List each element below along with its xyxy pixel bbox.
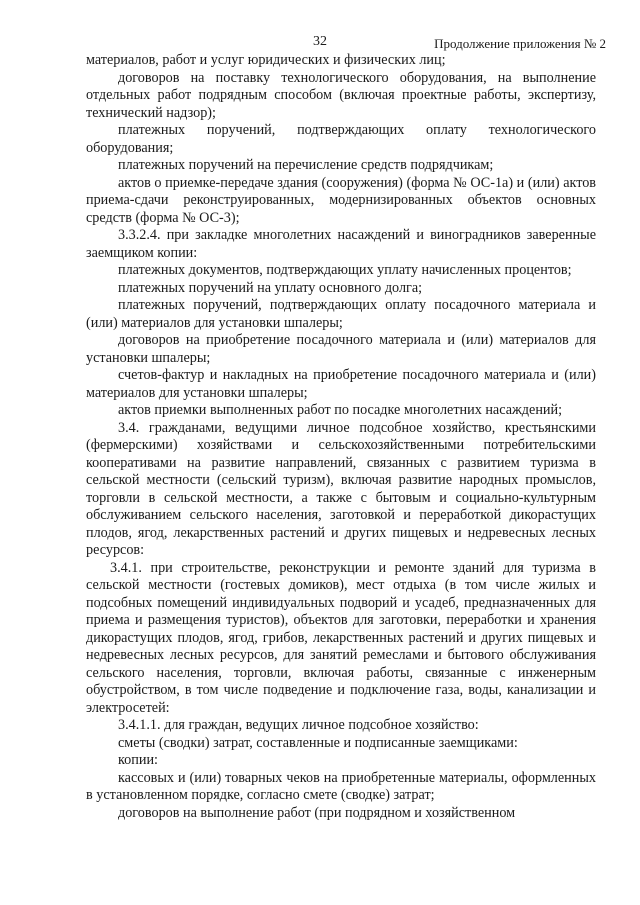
paragraph: 3.4. гражданами, ведущими личное подсобное хозяйство, крестьянскими (фермерскими) хозяйствами и сельскохозяйственными потребительскими кооперативами на развитие направлений, связанных с развитием туризма в сельской местности (сельский туризм), включая развитие народных промыслов, торговли в сельской местности, а также с бытовым и социально-культурным обслуживанием сельского населения, заготовкой и переработкой дикорастущих плодов, ягод, лекарственных растений и других пищевых и недревесных лесных ресурсов: (86, 419, 596, 558)
paragraph: счетов-фактур и накладных на приобретение посадочного материала и (или) материалов для установки шпалеры; (86, 367, 596, 401)
paragraph: кассовых и (или) товарных чеков на приобретенные материалы, оформленных в установленном порядке, согласно смете (сводке) затрат; (86, 769, 596, 803)
paragraph: сметы (сводки) затрат, составленные и подписанные заемщиками: (118, 734, 518, 751)
paragraph: платежных поручений на перечисление средств подрядчикам; (118, 157, 494, 173)
paragraph: 3.3.2.4. при закладке многолетних насаждений и виноградников заверенные заемщиком копии: (86, 227, 596, 261)
document-body (86, 52, 596, 822)
page-number: 32 (313, 34, 327, 49)
paragraph: платежных документов, подтверждающих уплату начисленных процентов; (118, 262, 572, 278)
paragraph: 3.4.1. при строительстве, реконструкции и ремонте зданий для туризма в сельской местности (гостевых домиков), мест отдыха (в том числе жилых и подсобных помещений индивидуальных подворий и усадеб, предназначенных для приема и размещения туристов), объектов для заготовки, переработки и хранения дикорастущих плодов, ягод, грибов, лекарственных растений и других пищевых и недревесных лесных ресурсов, для занятий ремеслами и бытового обслуживания сельского населения, торговли, включая работы, связанные с инженерным обустройством, в том числе подведение и подключение газа, воды, канализации и электросетей: (86, 559, 596, 716)
paragraph: договоров на выполнение работ (при подрядном и хозяйственном (118, 804, 516, 821)
paragraph: платежных поручений, подтверждающих оплату технологического оборудования; (86, 122, 596, 156)
paragraph: актов приемки выполненных работ по посадке многолетних насаждений; (118, 402, 563, 418)
paragraph: платежных поручений на уплату основного долга; (118, 279, 423, 296)
paragraph: платежных поручений, подтверждающих оплату посадочного материала и (или) материалов для установки шпалеры; (86, 297, 596, 331)
paragraph: 3.4.1.1. для граждан, ведущих личное подсобное хозяйство: (118, 717, 479, 733)
paragraph: договоров на приобретение посадочного материала и (или) материалов для установки шпалеры; (86, 332, 596, 366)
paragraph: копии: (118, 752, 158, 768)
paragraph: актов о приемке-передаче здания (сооружения) (форма № ОС-1а) и (или) актов приема-сдачи реконструированных, модернизированных объектов основных средств (форма № ОС-3); (86, 174, 596, 226)
paragraph: договоров на поставку технологического оборудования, на выполнение отдельных работ подрядным способом (включая проектные работы, экспертизу, технический надзор); (86, 69, 596, 121)
appendix-continuation-note: Продолжение приложения № 2 (434, 36, 606, 51)
paragraph: материалов, работ и услуг юридических и физических лиц; (86, 52, 446, 68)
